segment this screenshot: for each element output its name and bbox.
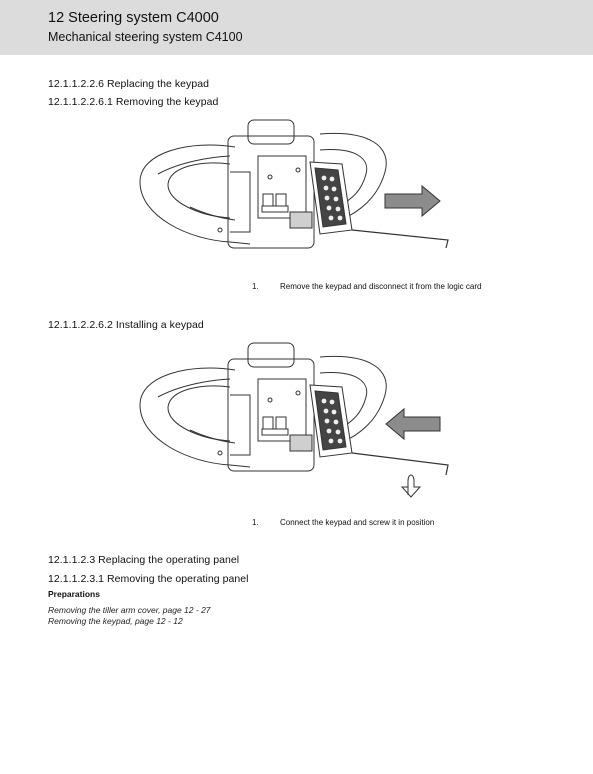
heading-remove-keypad: 12.1.1.2.2.6.1 Removing the keypad [48,96,219,108]
chapter-title: 12 Steering system C4000 [48,10,219,26]
figure-remove-keypad [130,112,460,262]
prep-reference-link[interactable]: Removing the keypad, page 12 - 12 [48,616,183,626]
step-number: 1. [252,518,259,527]
heading-remove-panel: 12.1.1.2.3.1 Removing the operating panel [48,573,249,585]
step-number: 1. [252,282,259,291]
heading-replace-keypad: 12.1.1.2.2.6 Replacing the keypad [48,78,210,90]
chapter-subtitle: Mechanical steering system C4100 [48,30,243,44]
step-text: Connect the keypad and screw it in position [280,518,435,527]
step-text: Remove the keypad and disconnect it from the logic card [280,282,482,291]
figure-install-keypad [130,335,460,505]
preparations-label: Preparations [48,589,100,599]
prep-reference-link[interactable]: Removing the tiller arm cover, page 12 - 27 [48,605,211,615]
page-header [0,0,593,55]
heading-install-keypad: 12.1.1.2.2.6.2 Installing a keypad [48,319,204,331]
heading-replace-panel: 12.1.1.2.3 Replacing the operating panel [48,554,240,566]
